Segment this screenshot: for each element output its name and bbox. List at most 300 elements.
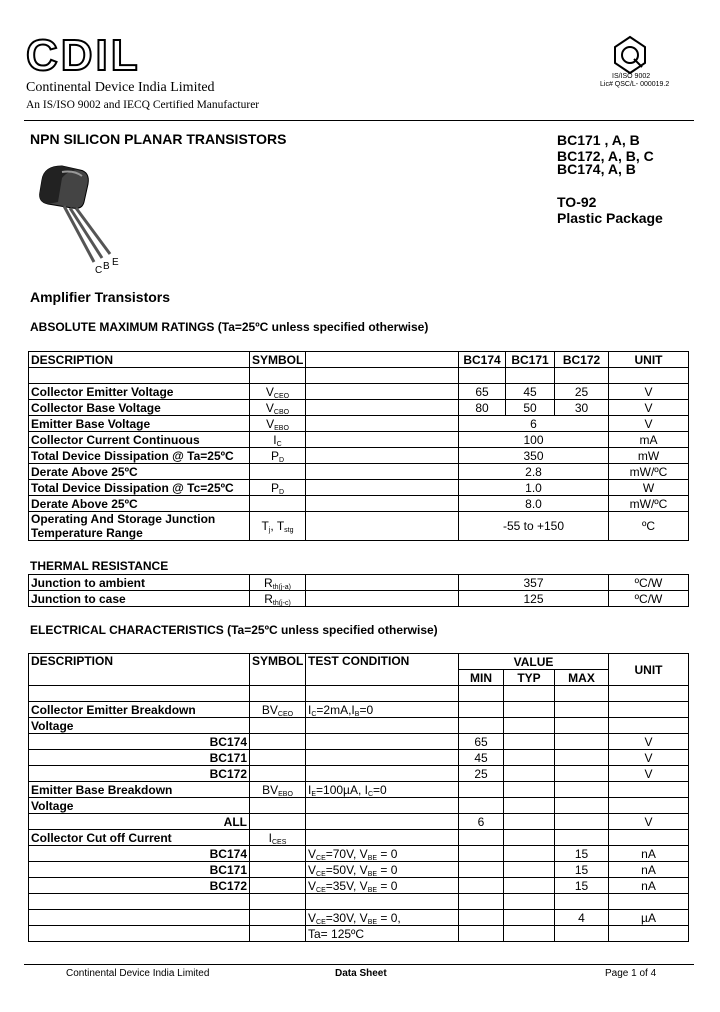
header-symbol: SYMBOL — [250, 352, 306, 368]
pin-label-collector: C — [95, 265, 103, 276]
empty-cell — [609, 782, 689, 798]
header-unit: UNIT — [609, 352, 689, 368]
table-cell: 1.0 — [459, 480, 609, 496]
empty-cell — [306, 448, 459, 464]
empty-cell — [609, 718, 689, 734]
table-cell: BC171 — [29, 862, 250, 878]
empty-cell — [555, 814, 609, 830]
empty-cell — [250, 718, 306, 734]
header-value: VALUE — [459, 654, 609, 670]
subscript: CEO — [277, 710, 294, 718]
table-cell: Junction to case — [29, 591, 250, 607]
table-cell — [250, 575, 306, 591]
cell-text: = 0 — [377, 878, 398, 893]
subscript: j — [268, 527, 271, 534]
empty-cell — [306, 686, 459, 702]
part-number-3: BC174, A, B — [557, 161, 636, 177]
table-cell: 6 — [459, 814, 504, 830]
cell-text: V — [265, 384, 274, 399]
table-cell — [250, 448, 306, 464]
table-cell: ALL — [29, 814, 250, 830]
part-number-2: BC172, A, B, C — [557, 148, 654, 164]
table-cell — [306, 702, 459, 718]
table-cell — [306, 862, 459, 878]
empty-cell — [504, 702, 555, 718]
empty-cell — [459, 702, 504, 718]
subscript: D — [278, 456, 285, 464]
empty-cell — [459, 894, 504, 910]
subscript: EBO — [274, 424, 289, 432]
table-cell — [250, 782, 306, 798]
license-number: Lic# QSC/L- 000019.2 — [600, 81, 670, 88]
table-cell: Ta= 125ºC — [306, 926, 459, 942]
table-row — [29, 862, 689, 878]
empty-cell — [250, 686, 306, 702]
subscript: CES — [271, 838, 287, 846]
cell-text: Temperature Range — [31, 526, 143, 540]
cell-text: V — [265, 400, 274, 415]
cell-text: I — [273, 432, 277, 447]
subscript: CEO — [273, 392, 290, 400]
table-cell: mW — [609, 448, 689, 464]
table-row — [29, 766, 689, 782]
table-cell: V — [609, 814, 689, 830]
header-max: MAX — [555, 670, 609, 686]
subscript: B — [354, 710, 360, 718]
empty-cell — [306, 894, 459, 910]
empty-cell — [609, 894, 689, 910]
empty-cell — [306, 368, 459, 384]
table-cell: Collector Emitter Voltage — [29, 384, 250, 400]
table-cell: 50 — [506, 400, 555, 416]
empty-cell — [29, 368, 250, 384]
empty-cell — [459, 910, 504, 926]
table-cell: 80 — [459, 400, 506, 416]
empty-cell — [306, 591, 459, 607]
empty-cell — [504, 718, 555, 734]
empty-cell — [250, 750, 306, 766]
spacer-row — [29, 368, 689, 384]
empty-cell — [459, 368, 506, 384]
table-row — [29, 400, 689, 416]
empty-cell — [504, 782, 555, 798]
header-rule — [24, 120, 694, 121]
pin-label-base: B — [103, 261, 110, 272]
subscript: BE — [367, 854, 378, 862]
table-cell: V — [609, 384, 689, 400]
table-cell: 350 — [459, 448, 609, 464]
package-description: Plastic Package — [557, 210, 663, 226]
table-cell — [250, 432, 306, 448]
abs-max-table — [28, 351, 689, 541]
table-cell: mW/ºC — [609, 496, 689, 512]
table-row — [29, 496, 689, 512]
table-cell: Emitter Base Breakdown — [29, 782, 250, 798]
table-cell — [29, 512, 250, 541]
table-row — [29, 575, 689, 591]
subscript: E — [311, 790, 317, 798]
empty-cell — [29, 910, 250, 926]
table-cell: Collector Base Voltage — [29, 400, 250, 416]
table-cell: 8.0 — [459, 496, 609, 512]
empty-cell — [306, 575, 459, 591]
pin-label-emitter: E — [112, 257, 119, 268]
subscript: C — [311, 710, 317, 718]
empty-cell — [504, 798, 555, 814]
table-cell — [250, 591, 306, 607]
table-cell: 15 — [555, 846, 609, 862]
empty-cell — [555, 750, 609, 766]
table-cell: V — [609, 734, 689, 750]
table-cell — [250, 400, 306, 416]
empty-cell — [250, 814, 306, 830]
table-row — [29, 480, 689, 496]
empty-cell — [555, 782, 609, 798]
table-row — [29, 830, 689, 846]
empty-cell — [459, 846, 504, 862]
thermal-heading: THERMAL RESISTANCE — [30, 559, 169, 573]
subscript: BE — [367, 918, 378, 926]
table-cell: 45 — [506, 384, 555, 400]
cell-text: I — [268, 830, 272, 845]
table-row — [29, 910, 689, 926]
table-row — [29, 718, 689, 734]
empty-cell — [504, 846, 555, 862]
empty-cell — [609, 798, 689, 814]
empty-cell — [29, 894, 250, 910]
table-cell: 65 — [459, 734, 504, 750]
empty-cell — [609, 830, 689, 846]
abs-max-heading: ABSOLUTE MAXIMUM RATINGS (Ta=25ºC unless specified otherwise) — [30, 320, 429, 334]
empty-cell — [504, 862, 555, 878]
table-row — [29, 926, 689, 942]
spacer-row — [29, 894, 689, 910]
table-cell: 25 — [555, 384, 609, 400]
cell-text: P — [270, 448, 279, 463]
empty-cell — [250, 894, 306, 910]
empty-cell — [555, 894, 609, 910]
subscript: stg — [284, 527, 294, 534]
table-cell: Total Device Dissipation @ Ta=25ºC — [29, 448, 250, 464]
table-cell: Voltage — [29, 798, 250, 814]
table-cell: 6 — [459, 416, 609, 432]
subscript: th(j-c) — [272, 599, 291, 607]
table-cell: V — [609, 750, 689, 766]
company-name: Continental Device India Limited — [26, 80, 215, 95]
subscript: th(j-a) — [272, 583, 291, 591]
header-bc171: BC171 — [506, 352, 555, 368]
empty-cell — [459, 830, 504, 846]
table-cell: 15 — [555, 878, 609, 894]
package-type: TO-92 — [557, 194, 597, 210]
table-cell: BC174 — [29, 846, 250, 862]
empty-cell — [250, 734, 306, 750]
table-cell: V — [609, 416, 689, 432]
empty-cell — [555, 734, 609, 750]
empty-cell — [555, 766, 609, 782]
cell-text: V — [266, 416, 275, 431]
empty-cell — [504, 766, 555, 782]
cell-text: Operating And Storage Junction — [31, 512, 216, 526]
table-cell: 15 — [555, 862, 609, 878]
cell-text: V — [308, 878, 317, 893]
cell-text: V — [308, 846, 317, 861]
cell-text: P — [270, 480, 279, 495]
empty-cell — [306, 798, 459, 814]
table-row — [29, 448, 689, 464]
empty-cell — [250, 798, 306, 814]
header-bc172: BC172 — [555, 352, 609, 368]
table-cell: 25 — [459, 766, 504, 782]
table-row — [29, 591, 689, 607]
table-row — [29, 798, 689, 814]
table-cell: Derate Above 25ºC — [29, 496, 250, 512]
header-test-condition: TEST CONDITION — [306, 654, 459, 686]
table-row — [29, 384, 689, 400]
header-blank — [306, 352, 459, 368]
table-cell: BC174 — [29, 734, 250, 750]
table-cell: Collector Current Continuous — [29, 432, 250, 448]
empty-cell — [504, 830, 555, 846]
empty-cell — [306, 400, 459, 416]
table-cell: µA — [609, 910, 689, 926]
header-bc174: BC174 — [459, 352, 506, 368]
table-row — [29, 432, 689, 448]
empty-cell — [250, 496, 306, 512]
subscript: C — [276, 440, 282, 448]
cell-text: V — [308, 862, 317, 877]
empty-cell — [609, 686, 689, 702]
empty-cell — [306, 480, 459, 496]
empty-cell — [459, 782, 504, 798]
subscript: CE — [316, 918, 326, 926]
elec-table — [28, 653, 689, 942]
subscript: BE — [367, 870, 378, 878]
empty-cell — [555, 686, 609, 702]
subscript: C — [367, 790, 374, 798]
table-row — [29, 512, 689, 541]
empty-cell — [459, 798, 504, 814]
table-header-row — [29, 654, 689, 670]
cell-text: V — [308, 910, 317, 925]
empty-cell — [459, 926, 504, 942]
table-cell: nA — [609, 878, 689, 894]
empty-cell — [306, 750, 459, 766]
table-cell: V — [609, 766, 689, 782]
table-row — [29, 782, 689, 798]
empty-cell — [306, 496, 459, 512]
empty-cell — [555, 702, 609, 718]
iso-mark-label: IS/ISO 9002 — [612, 73, 651, 80]
subscript: BE — [367, 886, 378, 894]
footer-title: Data Sheet — [335, 968, 387, 979]
table-cell — [250, 416, 306, 432]
empty-cell — [504, 734, 555, 750]
header-unit: UNIT — [609, 654, 689, 686]
table-row — [29, 464, 689, 480]
table-cell: -55 to +150 — [459, 512, 609, 541]
table-header-row — [29, 352, 689, 368]
cell-text: =0 — [373, 782, 387, 797]
table-row — [29, 416, 689, 432]
table-row — [29, 702, 689, 718]
header-min: MIN — [459, 670, 504, 686]
subscript: CE — [316, 886, 326, 894]
page-title: NPN SILICON PLANAR TRANSISTORS — [30, 131, 287, 147]
table-cell — [250, 512, 306, 541]
cell-text: R — [264, 575, 273, 590]
empty-cell — [306, 734, 459, 750]
cell-text: = 0 — [377, 862, 398, 877]
empty-cell — [306, 512, 459, 541]
table-cell — [306, 878, 459, 894]
subtitle: Amplifier Transistors — [30, 289, 171, 305]
empty-cell — [250, 910, 306, 926]
table-cell: 2.8 — [459, 464, 609, 480]
table-cell: ºC — [609, 512, 689, 541]
header-symbol: SYMBOL — [250, 654, 306, 686]
cell-text: =70V, V — [325, 846, 368, 861]
cell-text: =30V, V — [325, 910, 368, 925]
table-cell: ºC/W — [609, 591, 689, 607]
table-row — [29, 750, 689, 766]
table-row — [29, 878, 689, 894]
table-cell: 30 — [555, 400, 609, 416]
cell-text: BV — [262, 782, 279, 797]
footer-rule — [24, 964, 694, 965]
cell-text: R — [264, 591, 273, 606]
table-row — [29, 814, 689, 830]
subscript: CE — [316, 870, 326, 878]
empty-cell — [555, 926, 609, 942]
table-cell: Collector Cut off Current — [29, 830, 250, 846]
footer-page: Page 1 of 4 — [605, 968, 657, 979]
empty-cell — [504, 814, 555, 830]
empty-cell — [609, 926, 689, 942]
empty-cell — [250, 846, 306, 862]
table-cell: BC172 — [29, 766, 250, 782]
company-logo: CDIL — [26, 31, 141, 80]
table-cell: Total Device Dissipation @ Tc=25ºC — [29, 480, 250, 496]
cell-text: I — [308, 782, 312, 797]
empty-cell — [250, 766, 306, 782]
iso-mark-icon — [612, 35, 648, 75]
empty-cell — [306, 464, 459, 480]
table-cell: 125 — [459, 591, 609, 607]
empty-cell — [504, 910, 555, 926]
table-cell: Voltage — [29, 718, 250, 734]
table-cell: V — [609, 400, 689, 416]
table-cell: Derate Above 25ºC — [29, 464, 250, 480]
table-cell — [250, 384, 306, 400]
table-cell: 100 — [459, 432, 609, 448]
table-cell: BC172 — [29, 878, 250, 894]
empty-cell — [29, 926, 250, 942]
empty-cell — [306, 384, 459, 400]
header-description: DESCRIPTION — [29, 654, 250, 686]
part-number-1: BC171 , A, B — [557, 132, 640, 148]
thermal-table — [28, 574, 689, 607]
certification-line: An IS/ISO 9002 and IECQ Certified Manufacturer — [26, 99, 260, 111]
cell-text: =35V, V — [325, 878, 368, 893]
table-cell: Junction to ambient — [29, 575, 250, 591]
empty-cell — [306, 830, 459, 846]
table-cell: W — [609, 480, 689, 496]
empty-cell — [504, 878, 555, 894]
elec-heading: ELECTRICAL CHARACTERISTICS (Ta=25ºC unless specified otherwise) — [30, 623, 438, 637]
table-cell: 65 — [459, 384, 506, 400]
subscript: EBO — [278, 790, 293, 798]
empty-cell — [609, 368, 689, 384]
table-cell: ºC/W — [609, 575, 689, 591]
header-description: DESCRIPTION — [29, 352, 250, 368]
table-cell: 357 — [459, 575, 609, 591]
empty-cell — [555, 718, 609, 734]
cell-text: BV — [261, 702, 278, 717]
subscript: D — [278, 488, 285, 496]
footer-company: Continental Device India Limited — [66, 968, 210, 979]
empty-cell — [250, 862, 306, 878]
to92-package-icon — [28, 158, 128, 268]
cell-text: T — [261, 519, 269, 533]
empty-cell — [506, 368, 555, 384]
empty-cell — [250, 464, 306, 480]
spacer-row — [29, 686, 689, 702]
empty-cell — [555, 368, 609, 384]
cell-text: , T — [270, 519, 285, 533]
cell-text: I — [308, 702, 312, 717]
table-cell — [250, 830, 306, 846]
table-cell: 45 — [459, 750, 504, 766]
empty-cell — [250, 926, 306, 942]
table-cell — [306, 846, 459, 862]
table-row — [29, 846, 689, 862]
table-row — [29, 734, 689, 750]
empty-cell — [504, 686, 555, 702]
table-cell: mW/ºC — [609, 464, 689, 480]
table-cell — [250, 480, 306, 496]
header-typ: TYP — [504, 670, 555, 686]
empty-cell — [306, 718, 459, 734]
empty-cell — [504, 750, 555, 766]
table-cell: BC171 — [29, 750, 250, 766]
cell-text: =2mA,I — [316, 702, 355, 717]
empty-cell — [609, 702, 689, 718]
subscript: CBO — [273, 408, 290, 416]
empty-cell — [459, 862, 504, 878]
cell-text: =50V, V — [325, 862, 368, 877]
empty-cell — [504, 894, 555, 910]
empty-cell — [306, 766, 459, 782]
table-cell: Emitter Base Voltage — [29, 416, 250, 432]
empty-cell — [459, 878, 504, 894]
table-cell — [306, 782, 459, 798]
empty-cell — [250, 878, 306, 894]
table-cell: 4 — [555, 910, 609, 926]
table-cell: nA — [609, 862, 689, 878]
cell-text: =100µA, I — [316, 782, 368, 797]
table-cell: mA — [609, 432, 689, 448]
cell-text: =0 — [359, 702, 374, 717]
empty-cell — [306, 814, 459, 830]
empty-cell — [555, 798, 609, 814]
table-cell: nA — [609, 846, 689, 862]
empty-cell — [459, 686, 504, 702]
table-cell — [306, 910, 459, 926]
empty-cell — [459, 718, 504, 734]
empty-cell — [29, 686, 250, 702]
table-cell: Collector Emitter Breakdown — [29, 702, 250, 718]
